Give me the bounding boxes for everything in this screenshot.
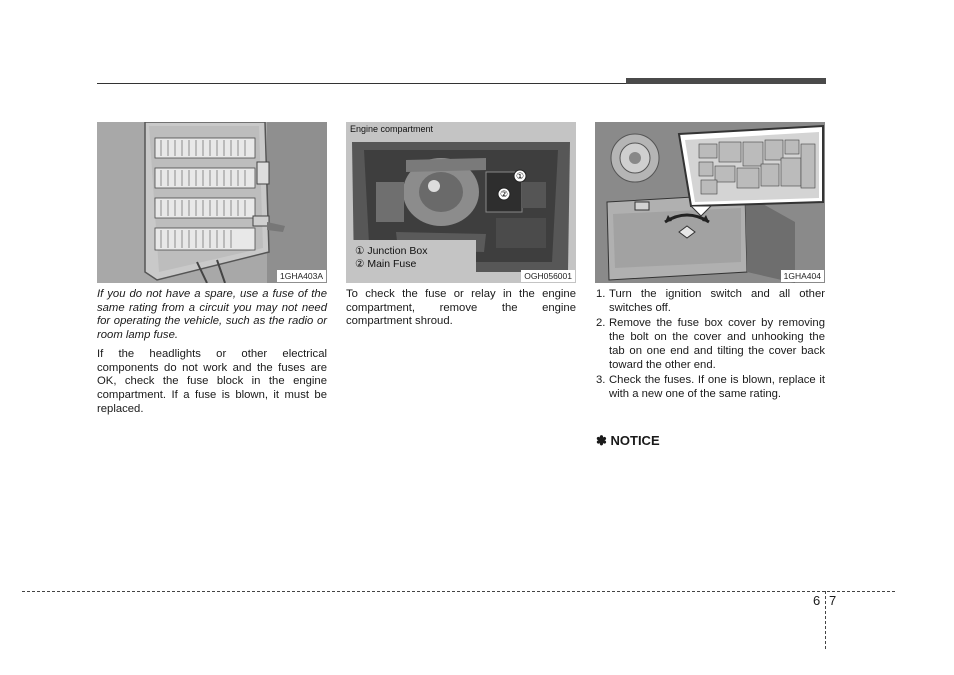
legend-main-fuse: ② Main Fuse (355, 258, 417, 270)
column-2-text (346, 288, 576, 334)
step-item: 3. Check the fuses. If one is blown, replace it with a new one of the same rating. (596, 374, 825, 400)
callout-2: ② (499, 190, 509, 200)
procedure-steps (596, 288, 825, 402)
column-1-text (97, 288, 327, 421)
header-accent-bar (626, 78, 826, 84)
step-item: 1. Turn the ignition switch and all other switches off. (596, 288, 825, 314)
figure-interior-fuse-panel (97, 122, 327, 283)
fuse-panel-illustration (97, 122, 327, 283)
section-number: 6 (813, 593, 821, 608)
notice-heading: ✽ NOTICE (596, 433, 660, 448)
footer-dashed-rule (22, 591, 895, 592)
figure-code: 1GHA403A (277, 270, 326, 282)
figure-code: OGH056001 (521, 270, 575, 282)
fuse-block-paragraph: If the headlights or other electrical components do not work and the fuses are OK, check the fuse block in the engine compartment. If a fuse is blown, it must be replaced. (97, 347, 327, 415)
shroud-paragraph: To check the fuse or relay in the engine compartment, remove the engine compartment shroud. (346, 288, 576, 328)
footer-dashed-divider (825, 591, 826, 649)
figure-code: 1GHA404 (781, 270, 824, 282)
figure-title: Engine compartment (350, 124, 434, 134)
spare-fuse-note: If you do not have a spare, use a fuse of the same rating from a circuit you may not need for operating the vehicle, such as the radio or room lamp fuse. (97, 288, 327, 342)
legend-junction-box: ① Junction Box (355, 245, 428, 257)
step-item: 2. Remove the fuse box cover by removing the bolt on the cover and unhooking the tab on one end and tilting the cover back toward the other end. (596, 317, 825, 371)
column-3-text (596, 288, 825, 404)
page-number: 7 (829, 593, 837, 608)
figure-fuse-box-cover (595, 122, 825, 283)
header-rule (97, 83, 626, 84)
fuse-box-illustration (595, 122, 825, 283)
figure-engine-compartment (346, 122, 576, 283)
callout-1: ① (515, 172, 525, 182)
